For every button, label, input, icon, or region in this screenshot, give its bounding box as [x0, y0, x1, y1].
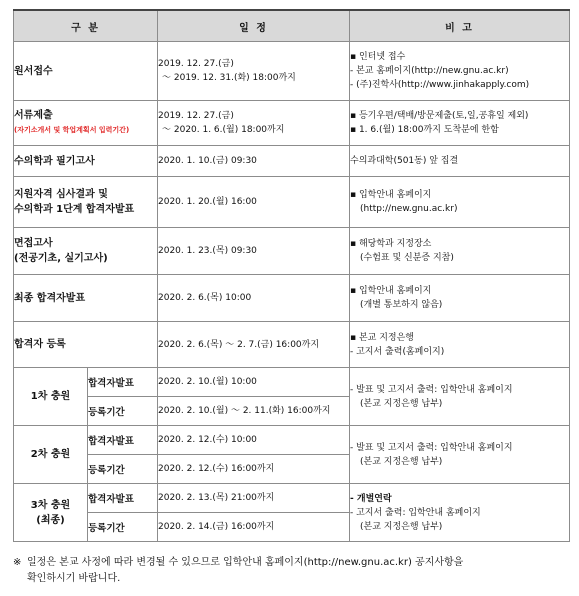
round2-register-label: 등록기간 — [88, 455, 158, 484]
round1-label: 1차 충원 — [14, 368, 88, 426]
round1-announce-label: 합격자발표 — [88, 368, 158, 397]
apply-label: 원서접수 — [14, 42, 158, 101]
round3-announce-label: 합격자발표 — [88, 484, 158, 513]
reference-mark-icon: ※ — [13, 557, 22, 568]
round2-announce-label: 합격자발표 — [88, 426, 158, 455]
round1-announce-schedule: 2020. 2. 10.(월) 10:00 — [158, 368, 350, 397]
screen-schedule: 2020. 1. 20.(월) 16:00 — [158, 177, 350, 228]
row-docs — [14, 101, 570, 146]
screen-note: ▪ 입학안내 홈페이지 (http://new.gnu.ac.kr) — [350, 177, 570, 228]
header-category: 구 분 — [14, 10, 158, 42]
admission-schedule-table — [13, 9, 570, 542]
row-round1-announce — [14, 368, 570, 397]
docs-note: ▪ 등기우편/택배/방문제출(토,일,공휴일 제외) ▪ 1. 6.(월) 18:00까지 도착분에 한함 — [350, 101, 570, 146]
round3-announce-schedule: 2020. 2. 13.(목) 21:00까지 — [158, 484, 350, 513]
round2-label: 2차 충원 — [14, 426, 88, 484]
table-header-row — [14, 10, 570, 42]
written-schedule: 2020. 1. 10.(금) 09:30 — [158, 146, 350, 177]
final-schedule: 2020. 2. 6.(목) 10:00 — [158, 275, 350, 322]
round3-note: - 개별연락 - 고지서 출력: 입학안내 홈페이지 (본교 지정은행 납부) — [350, 484, 570, 542]
register-label: 합격자 등록 — [14, 322, 158, 368]
row-apply — [14, 42, 570, 101]
apply-schedule: 2019. 12. 27.(금) ～ 2019. 12. 31.(화) 18:00까지 — [158, 42, 350, 101]
row-round3-announce — [14, 484, 570, 513]
register-schedule: 2020. 2. 6.(목) ～ 2. 7.(금) 16:00까지 — [158, 322, 350, 368]
footer-notice — [13, 555, 569, 587]
row-registration — [14, 322, 570, 368]
docs-schedule: 2019. 12. 27.(금) ～ 2020. 1. 6.(월) 18:00까지 — [158, 101, 350, 146]
row-screening — [14, 177, 570, 228]
row-interview — [14, 228, 570, 275]
written-note: 수의과대학(501동) 앞 집결 — [350, 146, 570, 177]
row-written-exam — [14, 146, 570, 177]
written-label: 수의학과 필기고사 — [14, 146, 158, 177]
row-final-announcement — [14, 275, 570, 322]
interview-schedule: 2020. 1. 23.(목) 09:30 — [158, 228, 350, 275]
footer-line-1: 일정은 본교 사정에 따라 변경될 수 있으므로 입학안내 홈페이지(http://new.gnu.ac.kr) 공지사항을 — [27, 557, 464, 568]
round1-register-schedule: 2020. 2. 10.(월) ～ 2. 11.(화) 16:00까지 — [158, 397, 350, 426]
round2-note: - 발표 및 고지서 출력: 입학안내 홈페이지 (본교 지정은행 납부) — [350, 426, 570, 484]
round3-register-schedule: 2020. 2. 14.(금) 16:00까지 — [158, 513, 350, 542]
footer-line-2: 확인하시기 바랍니다. — [27, 573, 121, 584]
header-note: 비 고 — [350, 10, 570, 42]
register-note: ▪ 본교 지정은행 - 고지서 출력(홈페이지) — [350, 322, 570, 368]
interview-note: ▪ 해당학과 지정장소 (수험표 및 신분증 지참) — [350, 228, 570, 275]
round2-announce-schedule: 2020. 2. 12.(수) 10:00 — [158, 426, 350, 455]
round1-note: - 발표 및 고지서 출력: 입학안내 홈페이지 (본교 지정은행 납부) — [350, 368, 570, 426]
docs-sublabel: (자기소개서 및 학업계획서 입력기간) — [14, 126, 130, 134]
round2-register-schedule: 2020. 2. 12.(수) 16:00까지 — [158, 455, 350, 484]
round3-register-label: 등록기간 — [88, 513, 158, 542]
docs-label: 서류제출 (자기소개서 및 학업계획서 입력기간) — [14, 101, 158, 146]
header-schedule: 일 정 — [158, 10, 350, 42]
apply-note: ▪ 인터넷 접수 - 본교 홈페이지(http://new.gnu.ac.kr) - (주)진학사(http://www.jinhakapply.com) — [350, 42, 570, 101]
round1-register-label: 등록기간 — [88, 397, 158, 426]
final-label: 최종 합격자발표 — [14, 275, 158, 322]
row-round2-announce — [14, 426, 570, 455]
screen-label: 지원자격 심사결과 및 수의학과 1단계 합격자발표 — [14, 177, 158, 228]
interview-label: 면접고사 (전공기초, 실기고사) — [14, 228, 158, 275]
round3-label: 3차 충원 (최종) — [14, 484, 88, 542]
final-note: ▪ 입학안내 홈페이지 (개별 통보하지 않음) — [350, 275, 570, 322]
